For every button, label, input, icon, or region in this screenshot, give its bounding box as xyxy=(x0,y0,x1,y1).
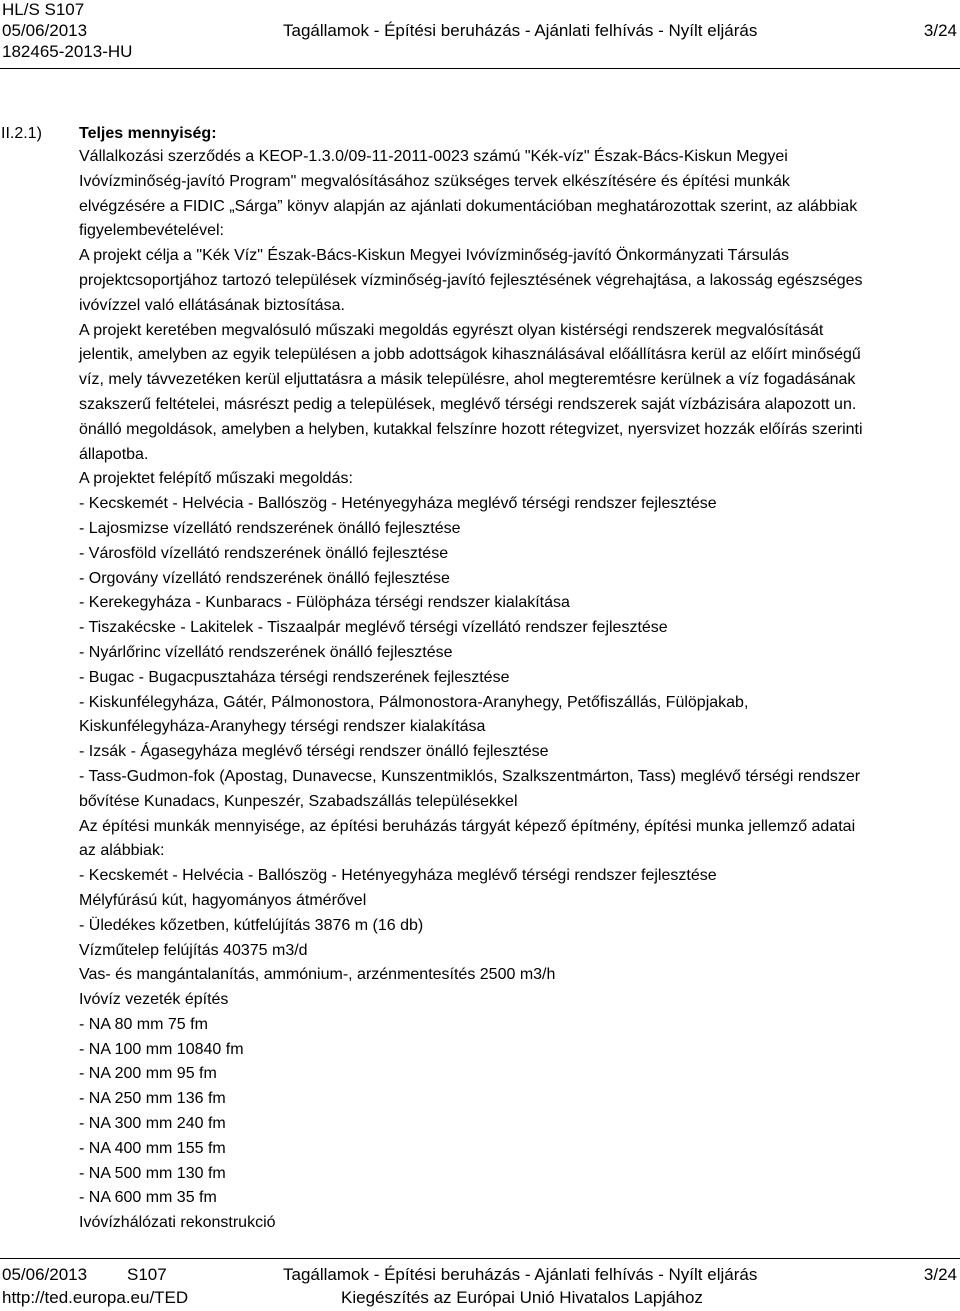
page-header xyxy=(0,0,960,63)
text-line: - Kecskemét - Helvécia - Ballószög - Hetényegyháza meglévő térségi rendszer fejlesztése xyxy=(79,867,717,885)
text-line: víz, mely távvezetéken kerül eljuttatásra a másik településre, ahol megteremtésre kerülnek a víz fogadásának xyxy=(79,371,856,389)
text-line: - NA 80 mm 75 fm xyxy=(79,1015,208,1033)
text-line: projektcsoportjához tartozó települések vízminőség-javító fejlesztésének végrehajtása, a lakosság egészséges xyxy=(79,271,863,289)
text-line: - NA 300 mm 240 fm xyxy=(79,1115,226,1133)
footer-page-number: 3/24 xyxy=(923,1265,957,1284)
section-title: Teljes mennyiség: xyxy=(79,125,217,142)
text-line: - Lajosmizse vízellátó rendszerének önálló fejlesztése xyxy=(79,519,461,537)
text-line: Kiskunfélegyháza-Aranyhegy térségi rendszer kialakítása xyxy=(79,718,486,736)
text-line: - Kerekegyháza - Kunbaracs - Fülöpháza térségi rendszer kialakítása xyxy=(79,594,570,612)
text-line: - Tass-Gudmon-fok (Apostag, Dunavecse, Kunszentmiklós, Szalkszentmárton, Tass) meglévő térségi rendszer xyxy=(79,767,861,785)
footer-divider xyxy=(0,1258,960,1259)
text-line: Az építési munkák mennyisége, az építési beruházás tárgyát képező építmény, építési munka jellemző adatai xyxy=(79,817,856,835)
text-line: - NA 600 mm 35 fm xyxy=(79,1189,217,1207)
footer-series: S107 xyxy=(127,1265,167,1284)
header-code: HL/S S107 xyxy=(2,0,85,19)
text-line: Ivóvízhálózati rekonstrukció xyxy=(79,1214,276,1232)
text-line: jelentik, amelyben az egyik településen a jobb adottságok kihasználásával előállításra kerül az előírt minőségű xyxy=(79,346,861,364)
text-line: Ivóvízminőség-javító Program" megvalósításához szükséges tervek elkészítésére és építési munkák xyxy=(79,172,790,190)
text-line: - Orgovány vízellátó rendszerének önálló fejlesztése xyxy=(79,569,450,587)
text-line: - Tiszakécske - Lakitelek - Tiszaalpár meglévő térségi vízellátó rendszer fejlesztése xyxy=(79,619,668,637)
footer-title: Tagállamok - Építési beruházás - Ajánlati felhívás - Nyílt eljárás xyxy=(283,1265,758,1284)
section-content xyxy=(79,124,957,1236)
text-line: Vas- és mangántalanítás, ammónium-, arzénmentesítés 2500 m3/h xyxy=(79,966,556,984)
text-line: - Városföld vízellátó rendszerének önálló fejlesztése xyxy=(79,544,449,562)
text-line: - Bugac - Bugacpusztaháza térségi rendszerének fejlesztése xyxy=(79,668,510,686)
header-divider xyxy=(0,68,960,69)
section-body xyxy=(79,145,957,1236)
section-number: II.2.1) xyxy=(1,125,42,142)
text-line: - NA 400 mm 155 fm xyxy=(79,1139,226,1157)
text-line: ivóvízzel való ellátásának biztosítása. xyxy=(79,296,345,314)
text-line: - NA 200 mm 95 fm xyxy=(79,1065,217,1083)
footer-url: http://ted.europa.eu/TED xyxy=(2,1288,189,1307)
text-line: az alábbiak: xyxy=(79,842,165,860)
text-line: Mélyfúrású kút, hagyományos átmérővel xyxy=(79,891,367,909)
header-date: 05/06/2013 xyxy=(2,21,88,40)
text-line: Ivóvíz vezeték építés xyxy=(79,991,229,1009)
header-page-number: 3/24 xyxy=(923,21,957,40)
text-line: Vízműtelep felújítás 40375 m3/d xyxy=(79,941,308,959)
text-line: elvégzésére a FIDIC „Sárga” könyv alapján az ajánlati dokumentációban meghatározottak szerint, az alábbiak xyxy=(79,197,858,215)
text-line: bővítése Kunadacs, Kunpeszér, Szabadszállás településekkel xyxy=(79,792,518,810)
text-line: Vállalkozási szerződés a KEOP-1.3.0/09-11-2011-0023 számú "Kék-víz" Észak-Bács-Kiskun Megyei xyxy=(79,148,788,165)
text-line: - Kiskunfélegyháza, Gátér, Pálmonostora, Pálmonostora-Aranyhegy, Petőfiszállás, Fülöpjakab, xyxy=(79,693,749,711)
text-line: A projekt célja a "Kék Víz" Észak-Bács-Kiskun Megyei Ivóvízminőség-javító Önkormányzati Társulás xyxy=(79,247,790,265)
text-line: A projektet felépítő műszaki megoldás: xyxy=(79,470,353,488)
text-line: - NA 500 mm 130 fm xyxy=(79,1164,226,1182)
text-line: - Üledékes kőzetben, kútfelújítás 3876 m (16 db) xyxy=(79,916,424,934)
text-line: figyelembevételével: xyxy=(79,222,224,240)
text-line: - NA 250 mm 136 fm xyxy=(79,1090,226,1108)
text-line: állapotba. xyxy=(79,445,149,463)
text-line: - NA 100 mm 10840 fm xyxy=(79,1040,244,1058)
footer-date: 05/06/2013 xyxy=(2,1265,88,1284)
header-title: Tagállamok - Építési beruházás - Ajánlati felhívás - Nyílt eljárás xyxy=(283,21,758,40)
footer-publisher: Kiegészítés az Európai Unió Hivatalos Lapjához xyxy=(341,1288,703,1307)
text-line: A projekt keretében megvalósuló műszaki megoldás egyrészt olyan kistérségi rendszerek megvalósítását xyxy=(79,321,824,339)
page-footer xyxy=(0,1264,960,1310)
text-line: - Izsák - Ágasegyháza meglévő térségi rendszer önálló fejlesztése xyxy=(79,743,549,761)
text-line: - Kecskemét - Helvécia - Ballószög - Hetényegyháza meglévő térségi rendszer fejlesztése xyxy=(79,495,717,513)
text-line: - Nyárlőrinc vízellátó rendszerének önálló fejlesztése xyxy=(79,643,453,661)
text-line: szakszerű feltételei, másrészt pedig a települések, meglévő térségi rendszerek saját vízbázisára alapozott un. xyxy=(79,395,857,413)
text-line: önálló megoldások, amelyben a helyben, kutakkal felszínre hozott rétegvizet, nyersvizet hozzák előírás szerinti xyxy=(79,420,863,438)
header-doc-id: 182465-2013-HU xyxy=(2,42,133,61)
